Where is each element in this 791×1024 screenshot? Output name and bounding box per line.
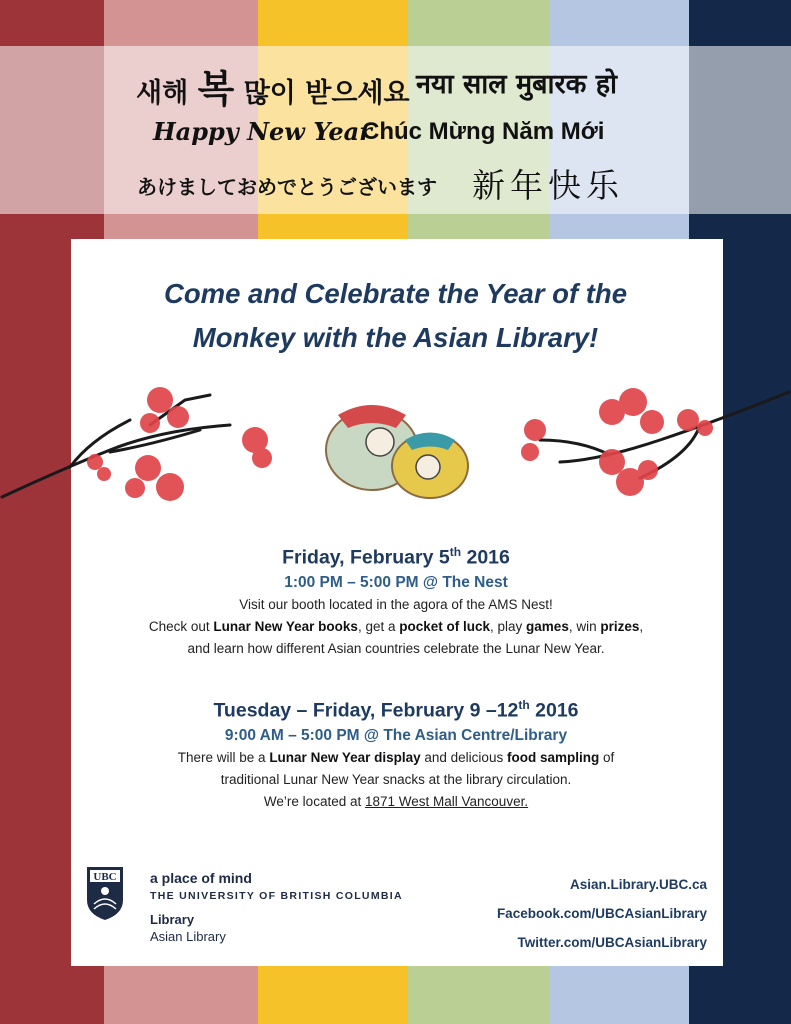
title-line-2: Monkey with the Asian Library!	[192, 322, 599, 353]
event-friday-description: Visit our booth located in the agora of the AMS Nest! Check out Lunar New Year books, get a pocket of luck, play games, win prizes, and learn how different Asian countries celebrate the Lunar New Year.	[148, 596, 644, 656]
right-branch-icon	[540, 392, 789, 478]
flyer-title	[0, 272, 791, 360]
ubc-crest-icon	[86, 866, 124, 921]
event-week-description: There will be a Lunar New Year display and delicious food sampling of traditional Lunar New Year snacks at the library circulation. We’re located at 1871 West Mall Vancouver.	[177, 749, 615, 809]
ubc-library: Library	[150, 912, 195, 927]
event-week-time: 9:00 AM – 5:00 PM @ The Asian Centre/Library	[224, 726, 568, 744]
ubc-wordmark	[150, 870, 403, 944]
twitter-link[interactable]: Twitter.com/UBCAsianLibrary	[517, 935, 707, 950]
svg-text:UBC: UBC	[93, 871, 117, 883]
website-link[interactable]: Asian.Library.UBC.ca	[569, 877, 707, 892]
left-branch-icon	[2, 395, 230, 497]
greeting-korean-big: 복	[197, 67, 235, 111]
lucky-bags-icon	[326, 405, 468, 498]
right-blossoms-icon	[521, 388, 713, 496]
greeting-hindi: नया साल मुबारक हो	[416, 69, 618, 100]
event-friday	[80, 545, 712, 660]
event-tuesday-friday	[80, 698, 712, 813]
facebook-link[interactable]: Facebook.com/UBCAsianLibrary	[496, 906, 707, 921]
event-week-date: Tuesday – Friday, February 9 –12th 2016	[213, 698, 579, 722]
ubc-university-name: THE UNIVERSITY OF BRITISH COLUMBIA	[150, 890, 403, 902]
greeting-chinese: 新年快乐	[472, 166, 624, 205]
blossom-illustration	[0, 370, 791, 510]
ubc-asian-library: Asian Library	[150, 929, 226, 944]
title-line-1: Come and Celebrate the Year of the	[163, 278, 628, 309]
greeting-english: Happy New Year	[153, 117, 372, 146]
event-friday-date: Friday, February 5th 2016	[282, 545, 510, 569]
ubc-tagline: a place of mind	[150, 870, 252, 886]
greeting-japanese: あけましておめでとうございます	[137, 175, 437, 199]
greeting-korean: 새해 복 많이 받으세요	[136, 67, 410, 111]
event-friday-time: 1:00 PM – 5:00 PM @ The Nest	[284, 573, 508, 591]
contact-links	[497, 870, 707, 957]
address-link[interactable]: 1871 West Mall Vancouver.	[364, 793, 529, 809]
greeting-vietnamese: Chúc Mừng Năm Mới	[362, 118, 605, 145]
